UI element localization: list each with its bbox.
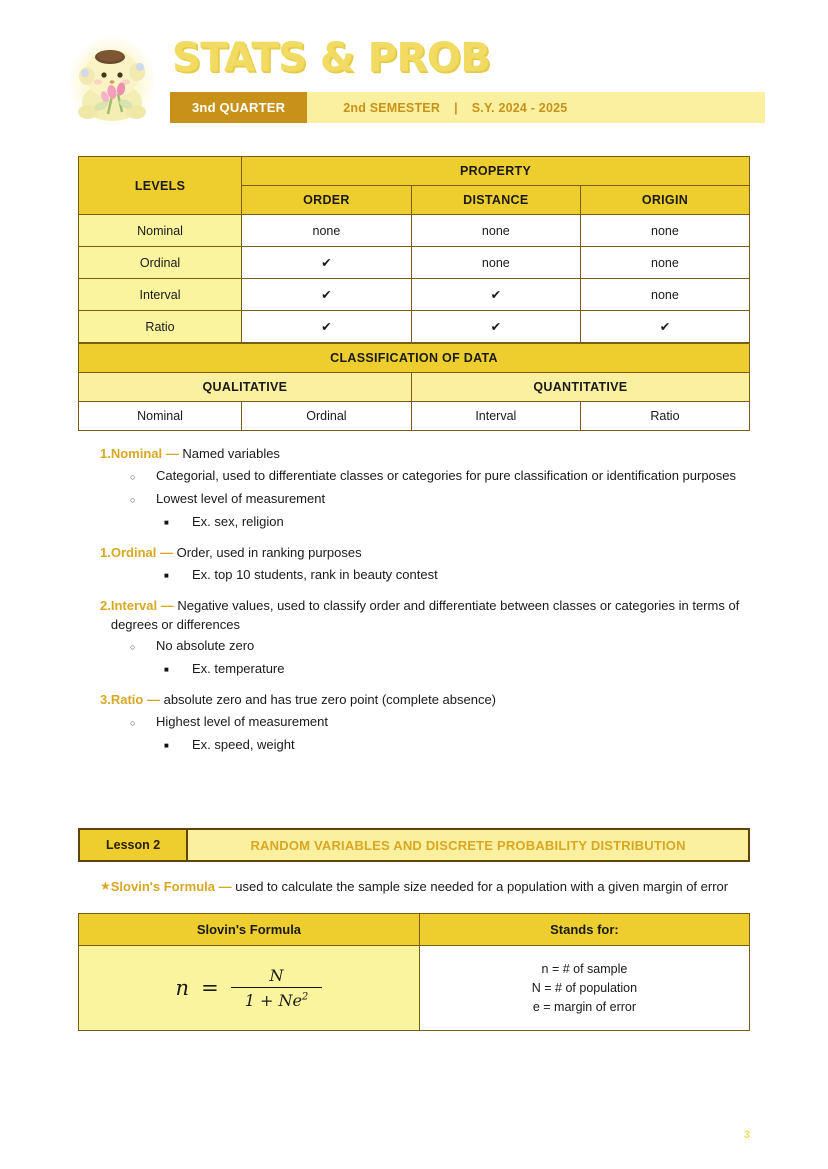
formula-header-left: Slovin's Formula	[79, 914, 420, 946]
cell-distance: ✔	[411, 311, 580, 343]
column-header-origin: ORIGIN	[580, 186, 749, 215]
legend-line: N = # of population	[531, 980, 638, 995]
group-qualitative: QUALITATIVE	[79, 373, 412, 402]
classification-item: Interval	[411, 402, 580, 431]
term-label: Ordinal	[110, 544, 157, 560]
cell-order: ✔	[242, 279, 412, 311]
list-item-text: No absolute zero	[156, 638, 255, 654]
formula-header-right: Stands for:	[419, 914, 749, 946]
square-bullet-icon: ■	[164, 665, 169, 675]
term-dash: —	[165, 446, 179, 461]
level-name: Nominal	[79, 215, 242, 247]
list-item-body	[111, 544, 750, 563]
semester-label: 2nd SEMESTER	[343, 100, 441, 115]
classification-title: CLASSIFICATION OF DATA	[79, 344, 750, 373]
slovin-formula-table	[78, 913, 750, 1031]
formula-denominator-base: 1 + Ne	[244, 991, 302, 1011]
list-item	[78, 445, 750, 464]
list-item-text: Ex. top 10 students, rank in beauty contest	[192, 566, 438, 582]
cell-distance: none	[411, 215, 580, 247]
term-description: Negative values, used to classify order and differentiate between classes or categories in terms of degrees or differences	[110, 597, 740, 632]
level-name: Interval	[79, 279, 242, 311]
list-item-text: Ex. speed, weight	[192, 737, 295, 753]
table-row	[79, 215, 750, 247]
term-description: used to calculate the sample size needed for a population with a given margin of error	[235, 879, 729, 895]
term-label: Ratio	[110, 692, 144, 708]
header-text-block	[158, 30, 765, 123]
formula-legend-cell	[419, 946, 749, 1031]
term-dash: —	[218, 879, 232, 895]
table-row	[79, 247, 750, 279]
legend-line: e = margin of error	[532, 999, 637, 1014]
level-name: Ratio	[79, 311, 242, 343]
circle-bullet-icon: ○	[130, 471, 136, 482]
levels-header: LEVELS	[79, 157, 242, 215]
table-row	[79, 373, 750, 402]
term-dash: —	[159, 544, 173, 560]
page-number: 3	[743, 1129, 750, 1141]
formula-table-wrapper	[78, 913, 750, 1031]
list-item	[78, 713, 750, 733]
cell-order: ✔	[242, 311, 412, 343]
term-bar	[170, 92, 765, 123]
circle-bullet-icon: ○	[130, 718, 136, 729]
list-item-text: Ex. temperature	[192, 661, 285, 677]
table-row	[79, 946, 750, 1031]
notes-list	[78, 445, 750, 756]
term-dash: —	[160, 597, 174, 613]
table-row	[79, 311, 750, 343]
list-item	[78, 660, 750, 680]
circle-bullet-icon: ○	[130, 494, 136, 505]
square-bullet-icon: ■	[164, 517, 169, 527]
classification-item: Ordinal	[242, 402, 412, 431]
formula-lhs: n	[175, 976, 190, 1001]
list-number: 3.	[100, 692, 111, 708]
circle-bullet-icon: ○	[130, 642, 136, 653]
cell-order: ✔	[242, 247, 412, 279]
lesson-title: RANDOM VARIABLES AND DISCRETE PROBABILITY DISTRIBUTION	[250, 837, 686, 853]
term-label: Nominal	[110, 446, 163, 461]
page-title: STATS & PROB	[172, 35, 491, 81]
term-label: Interval	[110, 597, 158, 613]
legend-line: n = # of sample	[541, 962, 628, 977]
column-header-order: ORDER	[242, 186, 412, 215]
cell-origin: ✔	[580, 311, 749, 343]
list-item-text: Lowest level of measurement	[156, 490, 326, 506]
table-row	[79, 344, 750, 373]
term-info	[307, 92, 765, 123]
quarter-badge: 3nd QUARTER	[170, 92, 307, 123]
formula-cell	[79, 946, 420, 1031]
list-number: 1.	[100, 446, 111, 461]
formula-denominator-exponent: 2	[301, 992, 309, 1004]
slovin-note-body	[111, 878, 750, 897]
group-quantitative: QUANTITATIVE	[411, 373, 749, 402]
table-row	[79, 402, 750, 431]
list-item	[78, 691, 750, 710]
list-item	[78, 490, 750, 510]
lesson-banner	[78, 828, 750, 862]
list-item-body	[111, 445, 750, 464]
formula-denominator	[231, 988, 323, 1010]
term-label: Slovin's Formula	[110, 879, 215, 895]
level-name: Ordinal	[79, 247, 242, 279]
cell-origin: none	[580, 279, 749, 311]
dog-mascot-icon	[66, 34, 158, 134]
square-bullet-icon: ■	[164, 741, 169, 751]
mascot-illustration	[74, 40, 150, 124]
list-item	[78, 467, 750, 487]
list-item-text: Highest level of measurement	[156, 714, 328, 730]
list-item	[78, 544, 750, 563]
cell-origin: none	[580, 247, 749, 279]
list-item-text: Categorial, used to differentiate classes or categories for pure classification or identification purposes	[156, 467, 737, 483]
term-description: absolute zero and has true zero point (complete absence)	[163, 692, 497, 708]
term-description: Order, used in ranking purposes	[176, 544, 362, 560]
list-number: 1.	[100, 544, 111, 560]
lesson-tag: Lesson 2	[80, 830, 188, 860]
slovin-note	[78, 878, 750, 897]
page-header	[0, 0, 828, 134]
list-item	[78, 637, 750, 657]
cell-origin: none	[580, 215, 749, 247]
school-year-label: S.Y. 2024 - 2025	[471, 100, 568, 115]
levels-table-wrapper	[78, 156, 750, 431]
column-header-distance: DISTANCE	[411, 186, 580, 215]
classification-table	[78, 343, 750, 431]
list-number: 2.	[100, 597, 111, 613]
slovin-formula-expression	[176, 966, 323, 1011]
square-bullet-icon: ■	[164, 570, 169, 580]
list-item-body	[111, 597, 750, 635]
list-item	[78, 736, 750, 756]
cell-order: none	[242, 215, 412, 247]
list-item-text: Ex. sex, religion	[192, 513, 284, 529]
cell-distance: ✔	[411, 279, 580, 311]
table-row	[79, 914, 750, 946]
formula-equals: =	[201, 976, 219, 1001]
formula-fraction	[231, 966, 323, 1011]
formula-numerator: N	[269, 965, 284, 985]
list-item	[78, 513, 750, 533]
list-item-body	[111, 691, 750, 710]
list-item	[78, 566, 750, 586]
term-dash: —	[146, 692, 160, 708]
property-header: PROPERTY	[242, 157, 750, 186]
term-description: Named variables	[182, 446, 280, 461]
cell-distance: none	[411, 247, 580, 279]
levels-property-table	[78, 156, 750, 343]
star-bullet-icon: ★	[100, 879, 111, 894]
term-separator: |	[454, 100, 458, 115]
table-row	[79, 279, 750, 311]
list-item	[78, 597, 750, 635]
classification-item: Nominal	[79, 402, 242, 431]
table-row-header-1	[79, 157, 750, 186]
classification-item: Ratio	[580, 402, 749, 431]
